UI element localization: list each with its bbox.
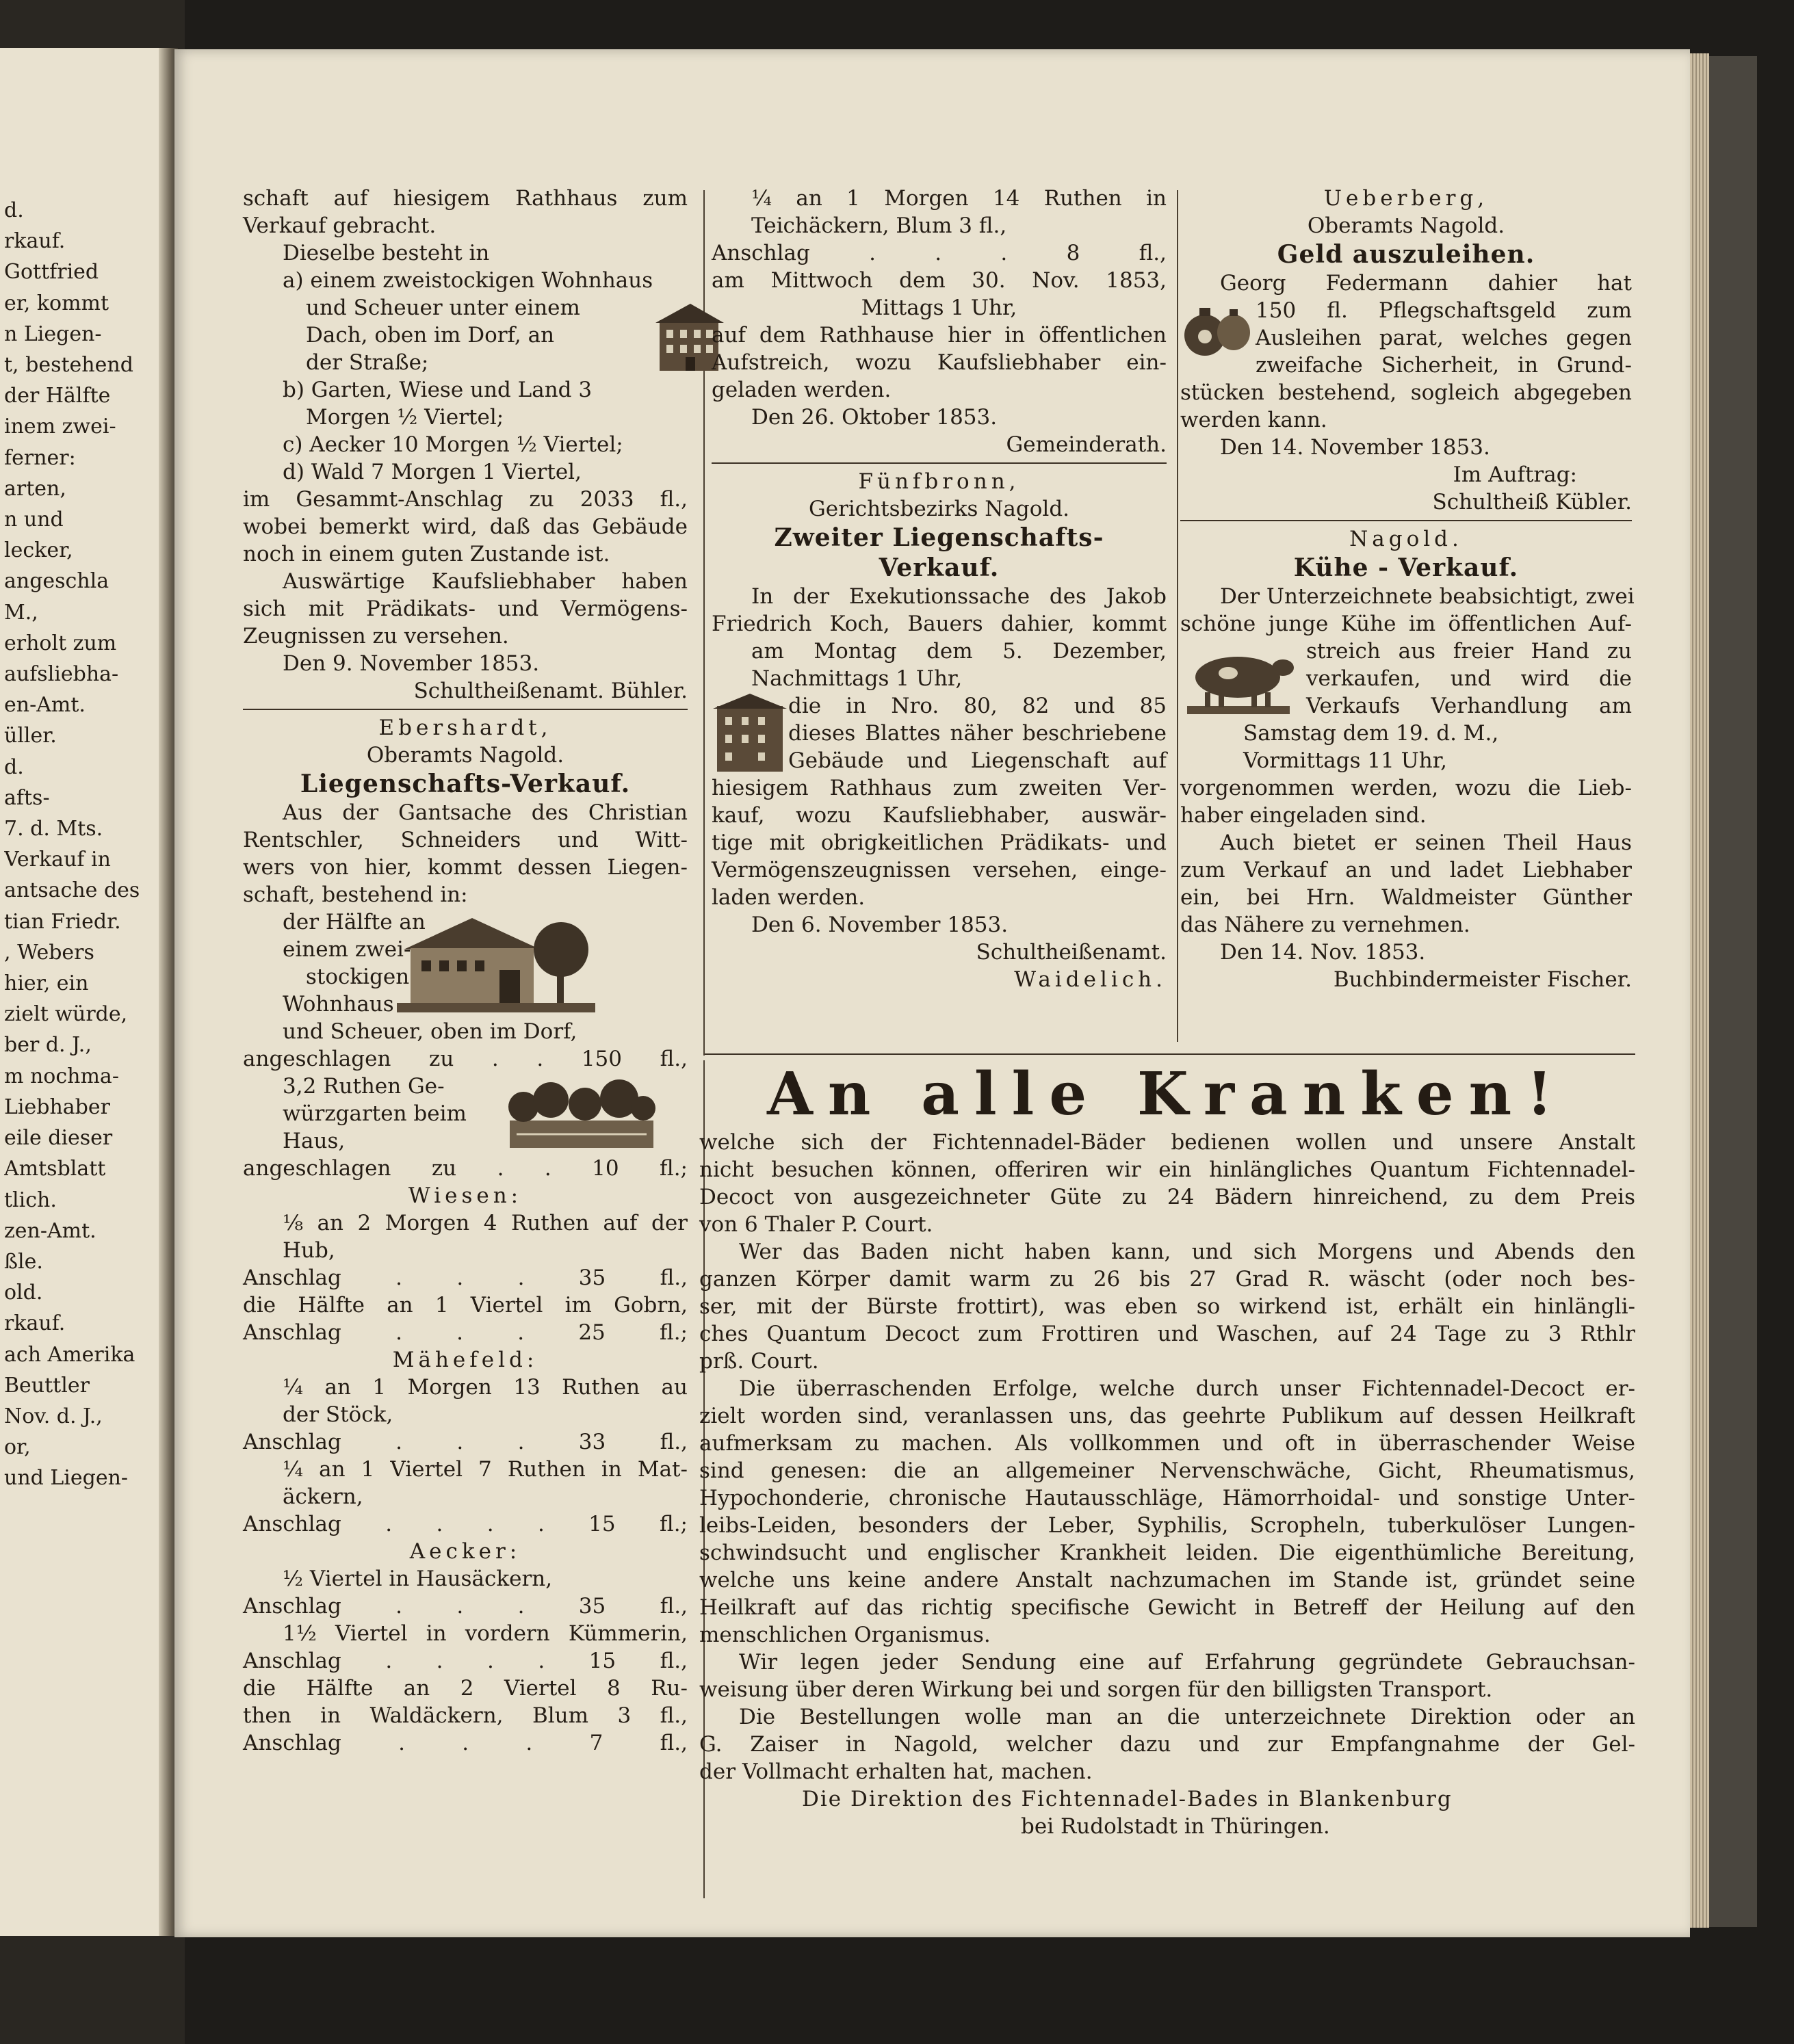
fragment-line: rkauf. — [4, 1311, 66, 1336]
text-line: Dieselbe besteht in — [283, 241, 490, 265]
text-line: wers von hier, kommt dessen Liegen- — [243, 855, 688, 880]
text-line: 150 fl. Pflegschaftsgeld zum — [1256, 298, 1632, 323]
fragment-line: ferner: — [4, 445, 76, 470]
ad-text-line: Decoct von ausgezeichneter Güte zu 24 Bädern hinreichend, zu dem Preis — [699, 1185, 1635, 1209]
text-line: laden werden. — [712, 885, 866, 910]
fragment-line: 7. d. Mts. — [4, 817, 103, 841]
notice-title-2: Verkauf. — [879, 553, 1000, 582]
text-line: Gebäude und Liegenschaft auf — [788, 748, 1167, 773]
text-line: Georg Federmann dahier hat — [1220, 271, 1632, 296]
text-line: am Mittwoch dem 30. Nov. 1853, — [712, 268, 1167, 293]
date-line: Den 14. Nov. 1853. — [1220, 940, 1426, 965]
building-with-figure — [712, 692, 1167, 774]
signature-line: Schultheißenamt. — [976, 940, 1167, 965]
ad-text-line: Die Bestellungen wolle man an die unterzeichnete Direktion oder an — [739, 1705, 1635, 1729]
text-line: Mittags 1 Uhr, — [861, 296, 1017, 320]
signature-line: Schultheiß Kübler. — [1432, 490, 1632, 514]
signature-line: Gemeinderath. — [1006, 432, 1167, 457]
section-heading: Wiesen: — [408, 1183, 523, 1208]
fragment-line: afts- — [4, 785, 50, 810]
text-line: schaft auf hiesigem Rathhaus zum — [243, 186, 688, 211]
text-line: im Gesammt-Anschlag zu 2033 fl., — [243, 487, 688, 512]
text-line: angeschlagen zu . . 150 fl., — [243, 1047, 688, 1071]
text-line: a) einem zweistockigen Wohnhaus — [283, 268, 653, 293]
fragment-line: Verkauf in — [4, 848, 111, 872]
signature-line: bei Rudolstadt in Thüringen. — [1021, 1814, 1330, 1839]
fragment-line: antsache des — [4, 878, 140, 903]
text-line: würzgarten beim — [283, 1101, 467, 1126]
fragment-line: inem zwei- — [4, 415, 116, 439]
text-line: Auswärtige Kaufsliebhaber haben — [283, 569, 688, 594]
ad-text-line: menschlichen Organismus. — [699, 1623, 991, 1647]
fragment-line: der Hälfte — [4, 384, 111, 408]
text-line: schaft, bestehend in: — [243, 882, 468, 907]
text-line: c) Aecker 10 Morgen ½ Viertel; — [283, 432, 623, 457]
signature-line: Die Direktion des Fichtennadel-Bades in Blankenburg — [802, 1787, 1453, 1811]
text-line: Zeugnissen zu versehen. — [243, 624, 509, 648]
fragment-line: erholt zum — [4, 631, 117, 655]
text-line: Dach, oben im Dorf, an — [306, 323, 555, 348]
text-line: sich mit Prädikats- und Vermögens- — [243, 597, 688, 621]
text-line: hiesigem Rathhaus zum zweiten Ver- — [712, 776, 1167, 800]
place-heading: Ebershardt, — [378, 716, 552, 740]
text-line: werden kann. — [1180, 408, 1327, 432]
district-heading: Gerichtsbezirks Nagold. — [808, 497, 1070, 521]
text-line: streich aus freier Hand zu — [1306, 639, 1632, 664]
text-line: Vormittags 11 Uhr, — [1243, 748, 1447, 773]
text-line: schöne junge Kühe im öffentlichen Auf- — [1180, 612, 1632, 636]
ad-text-line: zielt worden sind, veranlassen uns, das geehrte Publikum auf dessen Heilkraft — [699, 1404, 1635, 1428]
text-line: Friedrich Koch, Bauers dahier, kommt — [712, 612, 1167, 636]
fragment-line: angeschla — [4, 569, 109, 594]
separator-rule — [1180, 520, 1632, 521]
section-heading: Mähefeld: — [392, 1348, 538, 1372]
text-line: Vermögenszeugnissen versehen, einge- — [712, 858, 1167, 882]
text-line: Anschlag . . . 33 fl., — [243, 1430, 688, 1454]
notice-title: Kühe - Verkauf. — [1293, 553, 1519, 582]
text-line: In der Exekutionssache des Jakob — [751, 584, 1167, 609]
fragment-line: ach Amerika — [4, 1342, 135, 1367]
section-heading: Aecker: — [409, 1539, 521, 1564]
text-line: Verkaufs Verhandlung am — [1306, 694, 1632, 718]
fragment-line: zen-Amt. — [4, 1218, 96, 1243]
text-line: wobei bemerkt wird, daß das Gebäude — [243, 514, 688, 539]
ad-body — [699, 1129, 1635, 1785]
district-heading: Oberamts Nagold. — [1307, 213, 1505, 238]
text-line: äckern, — [283, 1484, 363, 1509]
fragment-line: und Liegen- — [4, 1466, 129, 1491]
fragment-line: , Webers — [4, 940, 94, 965]
fragment-line: Amtsblatt — [4, 1157, 106, 1181]
signature-line: Buchbindermeister Fischer. — [1333, 967, 1632, 992]
notice-title: Geld auszuleihen. — [1277, 240, 1535, 269]
ad-text-line: Wir legen jeder Sendung eine auf Erfahrung gegründete Gebrauchsan- — [739, 1650, 1635, 1675]
text-line: Rentschler, Schneiders und Witt- — [243, 828, 688, 852]
ad-text-line: aufmerksam zu machen. Als vollkommen und oft in überraschender Weise — [699, 1431, 1635, 1456]
left-page-fragment — [0, 48, 171, 1936]
fragment-line: zielt würde, — [4, 1002, 128, 1027]
fragment-line: old. — [4, 1281, 43, 1305]
ad-title: An alle Kranken! — [767, 1060, 1568, 1129]
text-line: haber eingeladen sind. — [1180, 803, 1427, 828]
fragment-line: Gottfried — [4, 260, 99, 285]
text-line: ⅛ an 2 Morgen 4 Ruthen auf der — [283, 1211, 688, 1235]
text-line: Aus der Gantsache des Christian — [283, 800, 688, 825]
fragment-line: er, kommt — [4, 291, 109, 315]
fragment-line: d. — [4, 755, 24, 779]
column-2 — [712, 185, 1167, 993]
text-line: then in Waldäckern, Blum 3 fl., — [243, 1703, 688, 1728]
text-line: verkaufen, und wird die — [1306, 666, 1632, 691]
place-heading: Ueberberg, — [1323, 186, 1489, 211]
ad-text-line: schwindsucht und englischer Krankheit leiden. Die eigenthümliche Bereitung, — [699, 1541, 1635, 1565]
fragment-line: or, — [4, 1435, 31, 1460]
page-edges — [1690, 53, 1709, 1928]
text-line: stockigen — [306, 965, 410, 989]
ad-text-line: der Vollmacht erhalten hat, machen. — [699, 1759, 1093, 1784]
ad-text-line: G. Zaiser in Nagold, welcher dazu und zur Empfangnahme der Gel- — [699, 1732, 1635, 1757]
left-page-text — [4, 195, 168, 1494]
text-line: ¼ an 1 Morgen 13 Ruthen au — [283, 1375, 688, 1400]
text-line: die Hälfte an 2 Viertel 8 Ru- — [243, 1676, 688, 1701]
cows-with-figure — [1180, 638, 1632, 720]
text-line: Hub, — [283, 1238, 335, 1263]
ad-text-line: nicht besuchen können, offeriren wir ein hinlängliches Quantum Fichtennadel- — [699, 1157, 1635, 1182]
money-with-figure — [1180, 297, 1632, 379]
ad-text-line: von 6 Thaler P. Court. — [699, 1212, 933, 1237]
fragment-line: aufsliebha- — [4, 662, 119, 687]
fragment-line: hier, ein — [4, 971, 89, 996]
text-line: die in Nro. 80, 82 und 85 — [788, 694, 1167, 718]
text-line: zum Verkauf an und ladet Liebhaber — [1180, 858, 1632, 882]
text-line: vorgenommen werden, wozu die Lieb- — [1180, 776, 1632, 800]
text-line: 1½ Viertel in vordern Kümmerin, — [283, 1621, 688, 1646]
fragment-line: ßle. — [4, 1249, 43, 1274]
house-with-figure — [243, 908, 688, 1018]
text-line: und Scheuer unter einem — [306, 296, 580, 320]
place-heading: Fünfbronn, — [858, 469, 1020, 494]
text-line: Verkauf gebracht. — [243, 213, 437, 238]
text-line: der Straße; — [306, 350, 429, 375]
column-1 — [243, 185, 688, 1757]
garden-woodcut-icon — [503, 1073, 660, 1155]
text-line: einem zwei- — [283, 937, 411, 962]
fragment-line: Nov. d. J., — [4, 1404, 103, 1428]
fragment-line: rkauf. — [4, 229, 66, 254]
text-line: kauf, wozu Kaufsliebhaber, auswär- — [712, 803, 1167, 828]
fragment-line: en-Amt. — [4, 693, 86, 718]
ad-text-line: prß. Court. — [699, 1349, 819, 1374]
date-line: Den 14. November 1853. — [1220, 435, 1490, 460]
ad-text-line: ser, mit der Bürste frottirt), was eben so wirkend ist, erhält ein hinlängli- — [699, 1294, 1635, 1319]
fragment-line: d. — [4, 198, 24, 222]
text-line: Teichäckern, Blum 3 fl., — [751, 213, 1007, 238]
district-heading: Oberamts Nagold. — [366, 743, 564, 768]
fragment-line: n und — [4, 508, 64, 532]
text-line: Auch bietet er seinen Theil Haus — [1220, 830, 1632, 855]
text-line: 3,2 Ruthen Ge- — [283, 1074, 445, 1099]
text-line: die Hälfte an 1 Viertel im Gobrn, — [243, 1293, 688, 1318]
text-line: angeschlagen zu . . 10 fl.; — [243, 1156, 688, 1181]
money-bags-woodcut-icon — [1180, 297, 1256, 360]
fragment-line: üller. — [4, 724, 57, 748]
text-line: ein, bei Hrn. Waldmeister Günther — [1180, 885, 1632, 910]
column-3 — [1180, 185, 1635, 993]
text-line: d) Wald 7 Morgen 1 Viertel, — [283, 460, 582, 484]
ad-text-line: sind genesen: die an allgemeiner Nervenschwäche, Gicht, Rheumatismus, — [699, 1458, 1635, 1483]
text-line: zweifache Sicherheit, in Grund- — [1256, 353, 1632, 378]
text-line: Anschlag . . . 35 fl., — [243, 1594, 688, 1619]
text-line: Haus, — [283, 1129, 346, 1153]
fragment-line: M., — [4, 600, 38, 625]
notice-title: Liegenschafts-Verkauf. — [300, 770, 631, 798]
text-line: ¼ an 1 Viertel 7 Ruthen in Mat- — [283, 1457, 688, 1482]
fragment-line: ber d. J., — [4, 1033, 92, 1058]
fragment-line: Liebhaber — [4, 1095, 110, 1119]
text-line: ½ Viertel in Hausäckern, — [283, 1567, 553, 1591]
text-line: Nachmittags 1 Uhr, — [751, 666, 963, 691]
text-line: Anschlag . . . . 15 fl., — [243, 1649, 688, 1673]
text-line: tige mit obrigkeitlichen Prädikats- und — [712, 830, 1167, 855]
ad-text-line: Hypochonderie, chronische Hautausschläge, Hämorrhoidal- und sonstige Unter- — [699, 1486, 1635, 1510]
text-line: Morgen ½ Viertel; — [306, 405, 504, 430]
cow-woodcut-icon — [1180, 638, 1297, 718]
text-line: der Stöck, — [283, 1402, 393, 1427]
text-line: geladen werden. — [712, 378, 892, 402]
text-line: Der Unterzeichnete beabsichtigt, zwei — [1220, 584, 1635, 609]
text-line: Anschlag . . . 35 fl., — [243, 1266, 688, 1290]
advertisement — [699, 1060, 1635, 1840]
ad-text-line: leibs-Leiden, besonders der Leber, Syphilis, Scropheln, tuberkulöser Lungen- — [699, 1513, 1635, 1538]
text-line: Samstag dem 19. d. M., — [1243, 721, 1499, 746]
text-line: Anschlag . . . 25 fl.; — [243, 1320, 688, 1345]
column-rule-2 — [1177, 190, 1178, 1042]
ad-text-line: Heilkraft auf das richtig specifische Gewicht in Betreff der Heilung auf den — [699, 1595, 1635, 1620]
ad-text-line: welche uns keine andere Anstalt nachzumachen im Stande ist, gründet seine — [699, 1568, 1635, 1593]
fragment-line: m nochma- — [4, 1064, 119, 1088]
place-heading: Nagold. — [1349, 527, 1463, 551]
text-line: Anschlag . . . 8 fl., — [712, 241, 1167, 265]
text-line: stücken bestehend, sogleich abgegeben — [1180, 380, 1632, 405]
fragment-line: tlich. — [4, 1188, 57, 1212]
text-line: Aufstreich, wozu Kaufsliebhaber ein- — [712, 350, 1167, 375]
separator-rule-wide — [705, 1053, 1635, 1055]
notice-title: Zweiter Liegenschafts- — [774, 523, 1104, 552]
farmhouse-woodcut-icon — [397, 908, 595, 1018]
text-line: ¼ an 1 Morgen 14 Ruthen in — [751, 186, 1167, 211]
fragment-line: n Liegen- — [4, 322, 102, 346]
building-woodcut-icon — [712, 692, 788, 774]
signature-name: Waidelich. — [1014, 967, 1167, 992]
text-line: Anschlag . . . . 15 fl.; — [243, 1512, 688, 1536]
ad-text-line: ganzen Körper damit warm zu 26 bis 27 Grad R. wäscht (oder noch bes- — [699, 1267, 1635, 1292]
text-line: am Montag dem 5. Dezember, — [751, 639, 1167, 664]
text-line: b) Garten, Wiese und Land 3 — [283, 378, 593, 402]
ad-text-line: weisung über deren Wirkung bei und sorgen für den billigsten Transport. — [699, 1677, 1493, 1702]
ad-text-line: Die überraschenden Erfolge, welche durch unser Fichtennadel-Decoct er- — [739, 1376, 1635, 1401]
text-line: auf dem Rathhause hier in öffentlichen — [712, 323, 1167, 348]
text-line: Wohnhaus — [283, 992, 394, 1017]
book-cover — [1709, 56, 1757, 1927]
ad-text-line: welche sich der Fichtennadel-Bäder bedienen wollen und unsere Anstalt — [699, 1130, 1635, 1155]
text-line: der Hälfte an — [283, 910, 426, 934]
date-line: Den 9. November 1853. — [283, 651, 540, 676]
ad-text-line: Wer das Baden nicht haben kann, und sich Morgens und Abends den — [739, 1240, 1635, 1264]
text-line: Anschlag . . . 7 fl., — [243, 1731, 688, 1755]
fragment-line: tian Friedr. — [4, 909, 121, 934]
date-line: Den 6. November 1853. — [751, 913, 1009, 937]
separator-rule — [712, 462, 1167, 464]
fragment-line: t, bestehend — [4, 353, 133, 378]
signature-line: Im Auftrag: — [1453, 462, 1577, 487]
signature-line: Schultheißenamt. Bühler. — [413, 679, 688, 703]
fragment-line: eile dieser — [4, 1126, 113, 1151]
fragment-line: Beuttler — [4, 1373, 90, 1398]
fragment-line: arten, — [4, 476, 66, 501]
date-line: Den 26. Oktober 1853. — [751, 405, 998, 430]
text-line: das Nähere zu vernehmen. — [1180, 913, 1470, 937]
ad-text-line: ches Quantum Decoct zum Frottiren und Waschen, auf 24 Tage zu 3 Rthlr — [699, 1322, 1635, 1346]
text-line: Ausleihen parat, welches gegen — [1256, 326, 1632, 350]
text-line: dieses Blattes näher beschriebene — [788, 721, 1167, 746]
fragment-line: lecker, — [4, 538, 73, 563]
separator-rule — [243, 709, 688, 710]
text-line: noch in einem guten Zustande ist. — [243, 542, 610, 566]
item-a-with-house-figure — [243, 267, 688, 376]
text-line: und Scheuer, oben im Dorf, — [283, 1019, 577, 1044]
garden-with-figure — [243, 1073, 688, 1155]
